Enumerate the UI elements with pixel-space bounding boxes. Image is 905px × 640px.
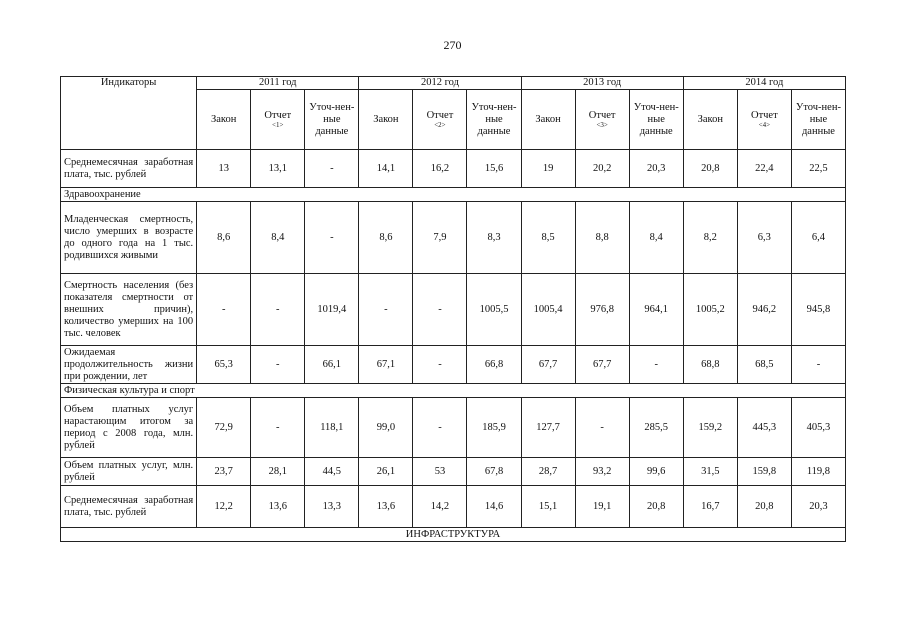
value-cell: 19 — [521, 150, 575, 188]
table-row — [61, 150, 846, 188]
value-cell: 23,7 — [197, 458, 251, 486]
value-cell: - — [413, 274, 467, 346]
value-cell: 53 — [413, 458, 467, 486]
year-header-2011: 2011 год — [197, 77, 359, 90]
table-body — [61, 150, 846, 542]
value-cell: - — [575, 398, 629, 458]
report-label: Отчет — [750, 110, 778, 121]
value-cell: 20,3 — [629, 150, 683, 188]
section-row — [61, 188, 846, 202]
value-cell: 20,8 — [683, 150, 737, 188]
value-cell: 13,6 — [359, 486, 413, 528]
value-cell: 6,3 — [737, 202, 791, 274]
value-cell: 8,6 — [197, 202, 251, 274]
value-cell: 7,9 — [413, 202, 467, 274]
value-cell: 65,3 — [197, 346, 251, 384]
value-cell: 16,2 — [413, 150, 467, 188]
value-cell: 976,8 — [575, 274, 629, 346]
subheader-report-2012 — [413, 90, 467, 150]
value-cell: 1005,5 — [467, 274, 521, 346]
value-cell: - — [305, 150, 359, 188]
value-cell: 68,5 — [737, 346, 791, 384]
subheader-report-2011 — [251, 90, 305, 150]
value-cell: 159,8 — [737, 458, 791, 486]
value-cell: 119,8 — [791, 458, 845, 486]
value-cell: 13,6 — [251, 486, 305, 528]
subheader-law-2013: Закон — [521, 90, 575, 150]
value-cell: 185,9 — [467, 398, 521, 458]
subheader-law-2012: Закон — [359, 90, 413, 150]
subheader-law-2014: Закон — [683, 90, 737, 150]
table-row — [61, 486, 846, 528]
value-cell: 12,2 — [197, 486, 251, 528]
value-cell: 964,1 — [629, 274, 683, 346]
value-cell: 20,8 — [629, 486, 683, 528]
year-header-row — [61, 77, 846, 90]
table-row — [61, 398, 846, 458]
report-label: Отчет — [264, 110, 292, 121]
value-cell: - — [251, 346, 305, 384]
value-cell: 6,4 — [791, 202, 845, 274]
indicator-label: Среднемесячная заработная плата, тыс. рублей — [61, 486, 197, 528]
value-cell: - — [791, 346, 845, 384]
value-cell: - — [359, 274, 413, 346]
value-cell: 8,5 — [521, 202, 575, 274]
value-cell: - — [629, 346, 683, 384]
value-cell: - — [251, 398, 305, 458]
indicator-label: Смертность населения (без показателя смертности от внешних причин), количество умерших на 100 тыс. человек — [61, 274, 197, 346]
value-cell: 67,8 — [467, 458, 521, 486]
year-header-2013: 2013 год — [521, 77, 683, 90]
subheader-report-2013 — [575, 90, 629, 150]
value-cell: 1019,4 — [305, 274, 359, 346]
subheader-refined-2012: Уточ-нен-ные данные — [467, 90, 521, 150]
footnote-ref: <2> — [434, 121, 446, 129]
value-cell: 19,1 — [575, 486, 629, 528]
indicators-header: Индикаторы — [61, 77, 197, 150]
value-cell: 20,8 — [737, 486, 791, 528]
value-cell: 8,2 — [683, 202, 737, 274]
value-cell: 99,6 — [629, 458, 683, 486]
value-cell: 15,1 — [521, 486, 575, 528]
footnote-ref: <1> — [272, 121, 284, 129]
value-cell: 67,1 — [359, 346, 413, 384]
value-cell: 405,3 — [791, 398, 845, 458]
indicator-label: Объем платных услуг нарастающим итогом за период с 2008 года, млн. рублей — [61, 398, 197, 458]
value-cell: 72,9 — [197, 398, 251, 458]
table-row — [61, 202, 846, 274]
value-cell: 8,8 — [575, 202, 629, 274]
value-cell: 31,5 — [683, 458, 737, 486]
title-row — [61, 528, 846, 542]
value-cell: 67,7 — [575, 346, 629, 384]
value-cell: - — [413, 346, 467, 384]
year-header-2014: 2014 год — [683, 77, 845, 90]
value-cell: - — [305, 202, 359, 274]
value-cell: 20,3 — [791, 486, 845, 528]
footnote-ref: <4> — [758, 121, 771, 129]
value-cell: 13,3 — [305, 486, 359, 528]
value-cell: - — [251, 274, 305, 346]
subheader-refined-2011: Уточ-нен-ные данные — [305, 90, 359, 150]
value-cell: 28,1 — [251, 458, 305, 486]
table-row — [61, 458, 846, 486]
value-cell: 946,2 — [737, 274, 791, 346]
value-cell: 8,4 — [251, 202, 305, 274]
value-cell: 945,8 — [791, 274, 845, 346]
subheader-refined-2013: Уточ-нен-ные данные — [629, 90, 683, 150]
value-cell: 15,6 — [467, 150, 521, 188]
page-number: 270 — [443, 38, 462, 52]
footnote-ref: <3> — [596, 121, 608, 129]
value-cell: 8,4 — [629, 202, 683, 274]
value-cell: 44,5 — [305, 458, 359, 486]
indicator-label: Ожидаемая продолжительность жизни при рождении, лет — [61, 346, 197, 384]
value-cell: 118,1 — [305, 398, 359, 458]
year-header-2012: 2012 год — [359, 77, 521, 90]
section-heading: Физическая культура и спорт — [61, 384, 846, 398]
report-label: Отчет — [426, 110, 454, 121]
indicator-label: Среднемесячная заработная плата, тыс. рублей — [61, 150, 197, 188]
value-cell: 1005,4 — [521, 274, 575, 346]
value-cell: 93,2 — [575, 458, 629, 486]
value-cell: 26,1 — [359, 458, 413, 486]
value-cell: 99,0 — [359, 398, 413, 458]
section-heading: Здравоохранение — [61, 188, 846, 202]
value-cell: 68,8 — [683, 346, 737, 384]
subheader-refined-2014: Уточ-нен-ные данные — [791, 90, 845, 150]
value-cell: 13 — [197, 150, 251, 188]
value-cell: 445,3 — [737, 398, 791, 458]
indicators-table — [60, 76, 846, 542]
indicator-label: Объем платных услуг, млн. рублей — [61, 458, 197, 486]
section-row — [61, 384, 846, 398]
value-cell: 13,1 — [251, 150, 305, 188]
report-label: Отчет — [588, 110, 616, 121]
value-cell: 8,6 — [359, 202, 413, 274]
value-cell: 16,7 — [683, 486, 737, 528]
subheader-report-2014 — [737, 90, 791, 150]
table-row — [61, 346, 846, 384]
indicator-label: Младенческая смертность, число умерших в возрасте до одного года на 1 тыс. родившихся живыми — [61, 202, 197, 274]
value-cell: 67,7 — [521, 346, 575, 384]
value-cell: 14,1 — [359, 150, 413, 188]
value-cell: 14,6 — [467, 486, 521, 528]
value-cell: 14,2 — [413, 486, 467, 528]
value-cell: 8,3 — [467, 202, 521, 274]
value-cell: 159,2 — [683, 398, 737, 458]
value-cell: 66,1 — [305, 346, 359, 384]
value-cell: 127,7 — [521, 398, 575, 458]
value-cell: 1005,2 — [683, 274, 737, 346]
value-cell: 28,7 — [521, 458, 575, 486]
value-cell: 22,4 — [737, 150, 791, 188]
value-cell: - — [413, 398, 467, 458]
value-cell: 20,2 — [575, 150, 629, 188]
subheader-law-2011: Закон — [197, 90, 251, 150]
value-cell: - — [197, 274, 251, 346]
value-cell: 22,5 — [791, 150, 845, 188]
table-row — [61, 274, 846, 346]
value-cell: 285,5 — [629, 398, 683, 458]
value-cell: 66,8 — [467, 346, 521, 384]
infrastructure-title: ИНФРАСТРУКТУРА — [61, 528, 846, 542]
